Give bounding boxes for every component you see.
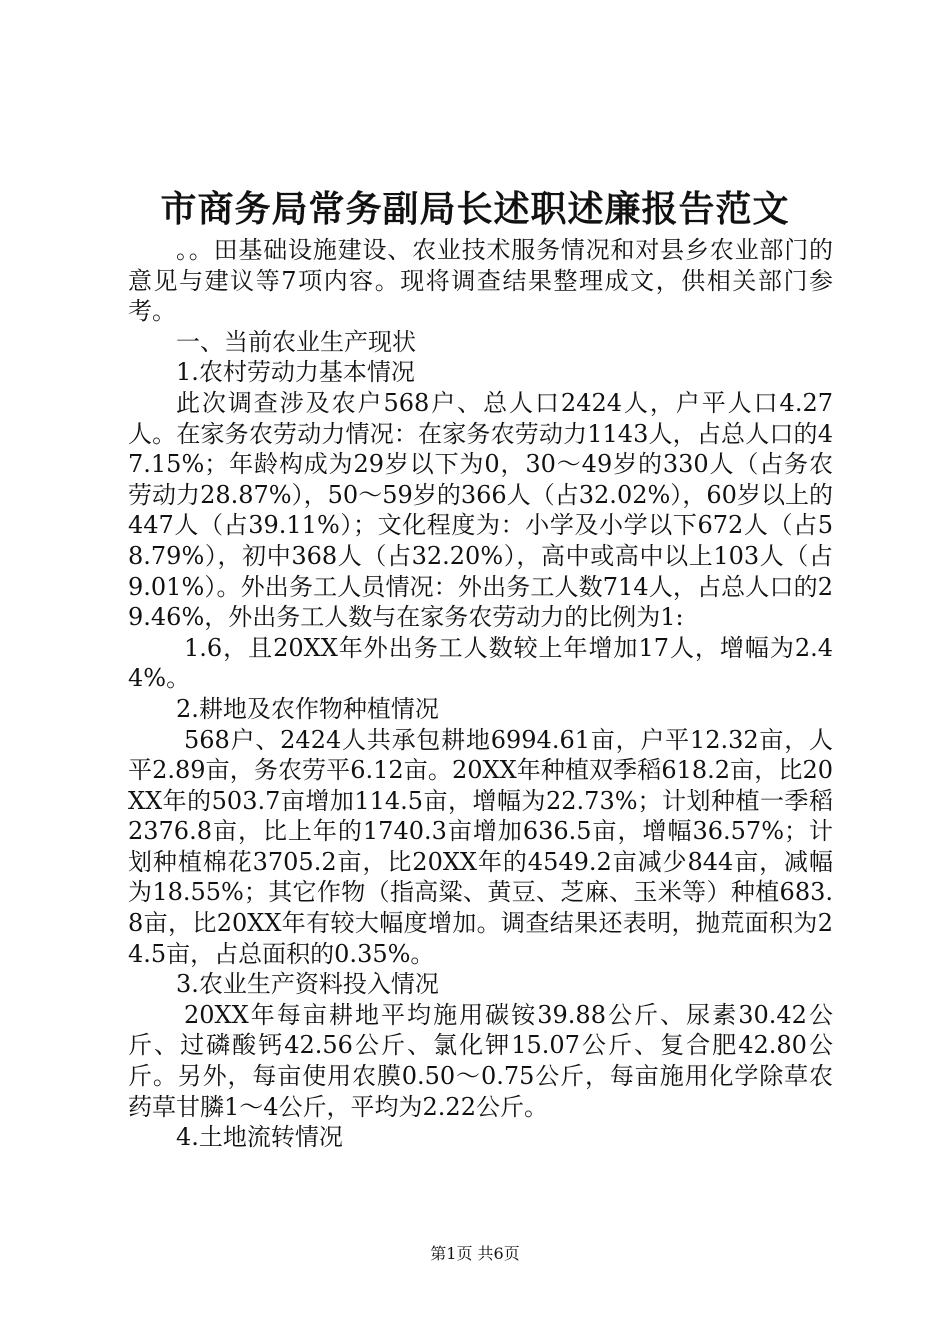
document-title: 市商务局常务副局长述职述廉报告范文 <box>160 188 790 230</box>
paragraph-labor-ratio: 1.6，且20XX年外出务工人数较上年增加17人，增幅为2.44%。 <box>128 633 833 693</box>
paragraph-inputs: 20XX年每亩耕地平均施用碳铵39.88公斤、尿素30.42公斤、过磷酸钙42.56公斤、氯化钾15.07公斤、复合肥42.80公斤。另外，每亩使用农膜0.50～0.75公斤，每亩施用化学除草农药草甘膦1～4公斤，平均为2.22公斤。 <box>128 1000 833 1121</box>
page-footer: 第1页 共6页 <box>430 1244 520 1263</box>
subsection-heading-inputs: 3.农业生产资料投入情况 <box>176 970 439 999</box>
paragraph-intro: 。。田基础设施建设、农业技术服务情况和对县乡农业部门的意见与建议等7项内容。现将调查结果整理成文，供相关部门参考。 <box>128 236 833 326</box>
subsection-heading-farmland: 2.耕地及农作物种植情况 <box>176 694 439 723</box>
paragraph-farmland: 568户、2424人共承包耕地6994.61亩，户平12.32亩，人平2.89亩，务农劳平6.12亩。20XX年种植双季稻618.2亩，比20XX年的503.7亩增加114.5亩，增幅为22.73%；计划种植一季稻2376.8亩，比上年的1740.3亩增加636.5亩，增幅36.57%；计划种植棉花3705.2亩，比20XX年的4549.2亩减少844亩，减幅为18.55%；其它作物（指高粱、黄豆、芝麻、玉米等）种植683.8亩，比20XX年有较大幅度增加。调查结果还表明，抛荒面积为24.5亩，占总面积的0.35%。 <box>128 725 833 968</box>
paragraph-labor: 此次调查涉及农户568户、总人口2424人，户平人口4.27人。在家务农劳动力情况：在家务农劳动力1143人，占总人口的47.15%；年龄构成为29岁以下为0，30～49岁的330人（占务农劳动力28.87%），50～59岁的366人（占32.02%），60岁以上的447人（占39.11%）；文化程度为：小学及小学以下672人（占58.79%），初中368人（占32.20%），高中或高中以上103人（占9.01%）。外出务工人员情况：外出务工人数714人，占总人口的29.46%，外出务工人数与在家务农劳动力的比例为1: <box>128 388 833 632</box>
document-body <box>128 235 833 1153</box>
subsection-heading-land-transfer: 4.土地流转情况 <box>176 1123 343 1152</box>
section-heading-current-status: 一、当前农业生产现状 <box>176 327 416 356</box>
subsection-heading-labor: 1.农村劳动力基本情况 <box>176 358 415 387</box>
